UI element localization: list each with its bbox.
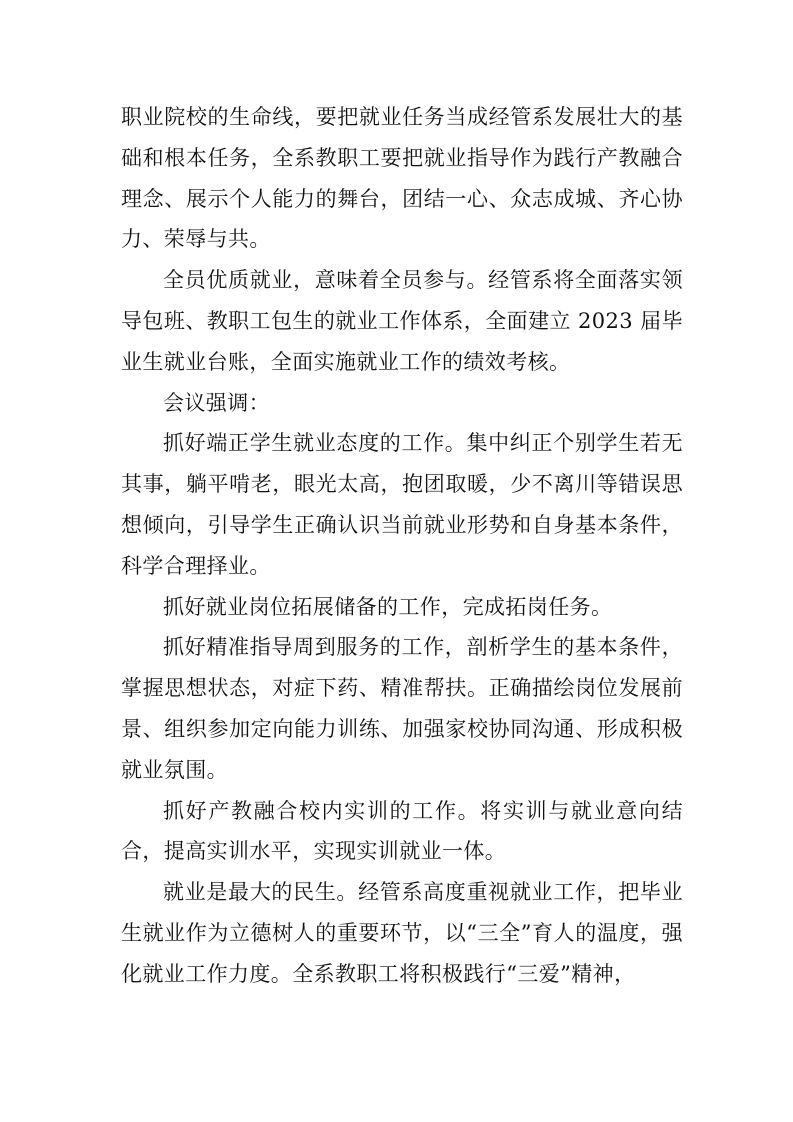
paragraph-4: 抓好端正学生就业态度的工作。集中纠正个别学生若无其事，躺平啃老，眼光太高，抱团取暖，少不离川等错误思想倾向，引导学生正确认识当前就业形势和自身基本条件，科学合理择业。 — [121, 431, 683, 578]
paragraph-8: 就业是最大的民生。经管系高度重视就业工作，把毕业生就业作为立德树人的重要环节，以“三全”育人的温度，强化就业工作力度。全系教职工将积极践行“三爱”精神， — [121, 880, 683, 986]
paragraph-2: 全员优质就业，意味着全员参与。经管系将全面落实领导包班、教职工包生的就业工作体系，全面建立 2023 届毕业生就业台账，全面实施就业工作的绩效考核。 — [121, 268, 683, 374]
paragraph-1: 职业院校的生命线，要把就业任务当成经管系发展壮大的基础和根本任务，全系教职工要把就业指导作为践行产教融合理念、展示个人能力的舞台，团结一心、众志成城、齐心协力、荣辱与共。 — [121, 105, 683, 252]
paragraph-5: 抓好就业岗位拓展储备的工作，完成拓岗任务。 — [163, 594, 613, 619]
paragraph-7: 抓好产教融合校内实训的工作。将实训与就业意向结合，提高实训水平，实现实训就业一体。 — [121, 798, 683, 864]
paragraph-3: 会议强调： — [163, 390, 270, 415]
document-body — [121, 97, 683, 995]
paragraph-6: 抓好精准指导周到服务的工作，剖析学生的基本条件，掌握思想状态，对症下药、精准帮扶。正确描绘岗位发展前景、组织参加定向能力训练、加强家校协同沟通、形成积极就业氛围。 — [121, 635, 683, 782]
